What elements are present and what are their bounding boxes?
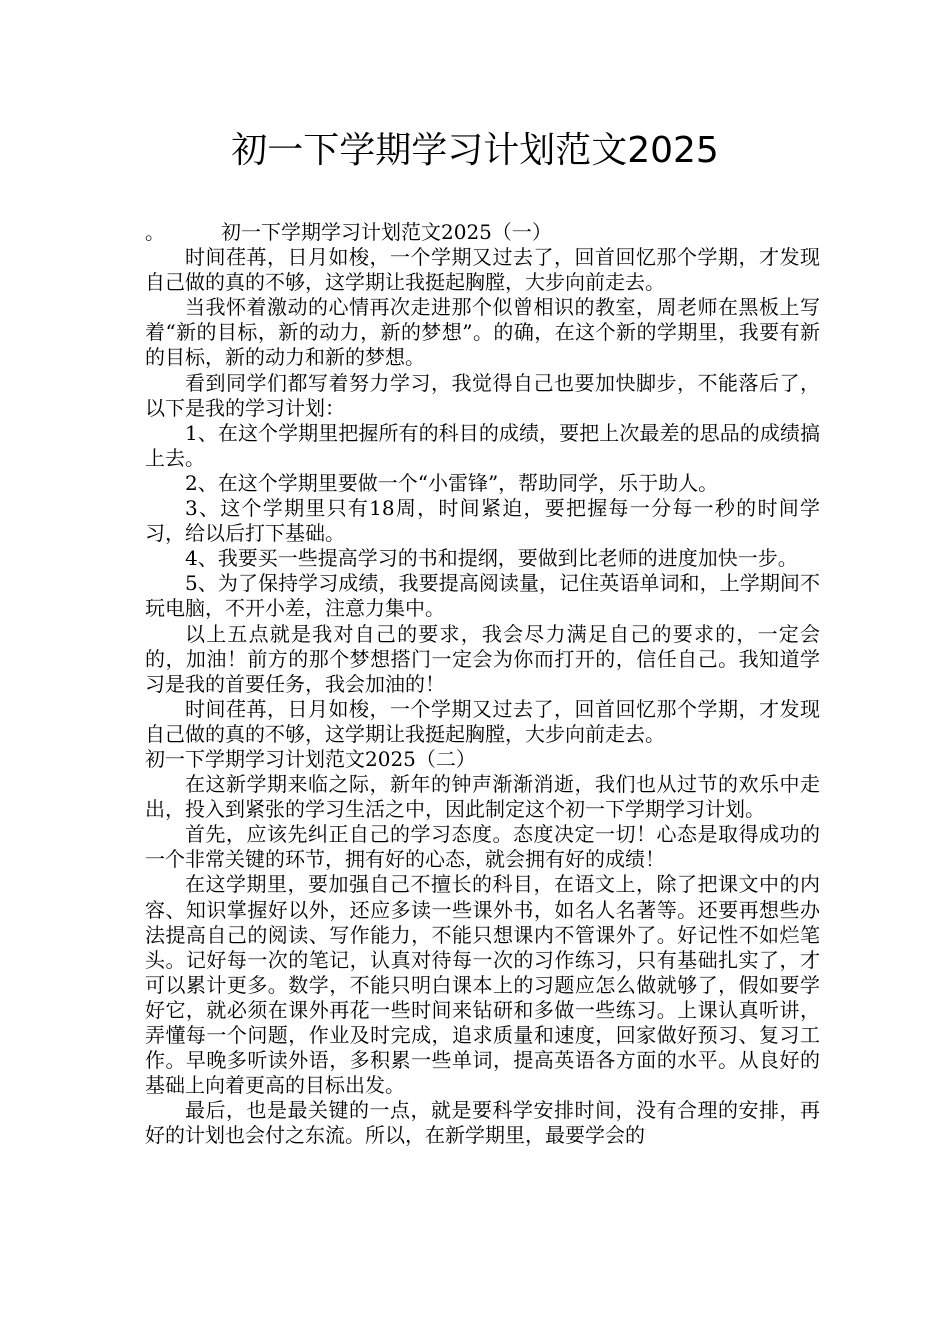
paragraph: 首先，应该先纠正自己的学习态度。态度决定一切！心态是取得成功的一个非常关键的环节，拥有好的心态，就会拥有好的成绩！ bbox=[145, 822, 820, 872]
section-heading-2: 初一下学期学习计划范文2025（二） bbox=[145, 746, 476, 771]
paragraph: 看到同学们都写着努力学习，我觉得自己也要加快脚步，不能落后了，以下是我的学习计划： bbox=[145, 370, 820, 420]
paragraph: 时间荏苒，日月如梭，一个学期又过去了，回首回忆那个学期，才发现自己做的真的不够，这学期让我挺起胸膛，大步向前走去。 bbox=[145, 696, 820, 746]
paragraph: 4、我要买一些提高学习的书和提纲，要做到比老师的进度加快一步。 bbox=[185, 546, 798, 571]
document-body bbox=[145, 220, 820, 1148]
paragraph: 2、在这个学期里要做一个“小雷锋”，帮助同学，乐于助人。 bbox=[185, 470, 719, 495]
paragraph: 在这新学期来临之际，新年的钟声渐渐消逝，我们也从过节的欢乐中走出，投入到紧张的学习生活之中，因此制定这个初一下学期学习计划。 bbox=[145, 772, 820, 822]
paragraph-list bbox=[145, 245, 820, 1148]
paragraph: 时间荏苒，日月如梭，一个学期又过去了，回首回忆那个学期，才发现自己做的真的不够，这学期让我挺起胸膛，大步向前走去。 bbox=[145, 245, 820, 295]
page-title: 初一下学期学习计划范文2025 bbox=[231, 130, 719, 171]
paragraph: 3、这个学期里只有18周，时间紧迫，要把握每一分每一秒的时间学习，给以后打下基础。 bbox=[145, 496, 820, 546]
paragraph: 在这学期里，要加强自己不擅长的科目，在语文上，除了把课文中的内容、知识掌握好以外，还应多读一些课外书，如名人名著等。还要再想些办法提高自己的阅读、写作能力，不能只想课内不管课外了。好记性不如烂笔头。记好每一次的笔记，认真对待每一次的习作练习，只有基础扎实了，才可以累计更多。数学，不能只明白课本上的习题应怎么做就够了，假如要学好它，就必须在课外再花一些时间来钻研和多做一些练习。上课认真听讲，弄懂每一个问题，作业及时完成，追求质量和速度，回家做好预习、复习工作。早晚多听读外语，多积累一些单词，提高英语各方面的水平。从良好的基础上向着更高的目标出发。 bbox=[145, 872, 820, 1098]
paragraph: 1、在这个学期里把握所有的科目的成绩，要把上次最差的思品的成绩搞上去。 bbox=[145, 420, 820, 470]
paragraph: 以上五点就是我对自己的要求，我会尽力满足自己的要求的，一定会的，加油！前方的那个梦想搭门一定会为你而打开的，信任自己。我知道学习是我的首要任务，我会加油的！ bbox=[145, 621, 820, 696]
paragraph: 最后，也是最关键的一点，就是要科学安排时间，没有合理的安排，再好的计划也会付之东流。所以，在新学期里，最要学会的 bbox=[145, 1098, 820, 1148]
paragraph: 当我怀着激动的心情再次走进那个似曾相识的教室，周老师在黑板上写着“新的目标，新的动力，新的梦想”。的确，在这个新的学期里，我要有新的目标，新的动力和新的梦想。 bbox=[145, 295, 820, 370]
leading-mark: 。 bbox=[145, 220, 165, 244]
section-heading-1: 初一下学期学习计划范文2025（一） bbox=[221, 220, 552, 244]
paragraph: 5、为了保持学习成绩，我要提高阅读量，记住英语单词和，上学期间不玩电脑，不开小差，注意力集中。 bbox=[145, 571, 820, 621]
section-heading-line bbox=[145, 220, 820, 245]
